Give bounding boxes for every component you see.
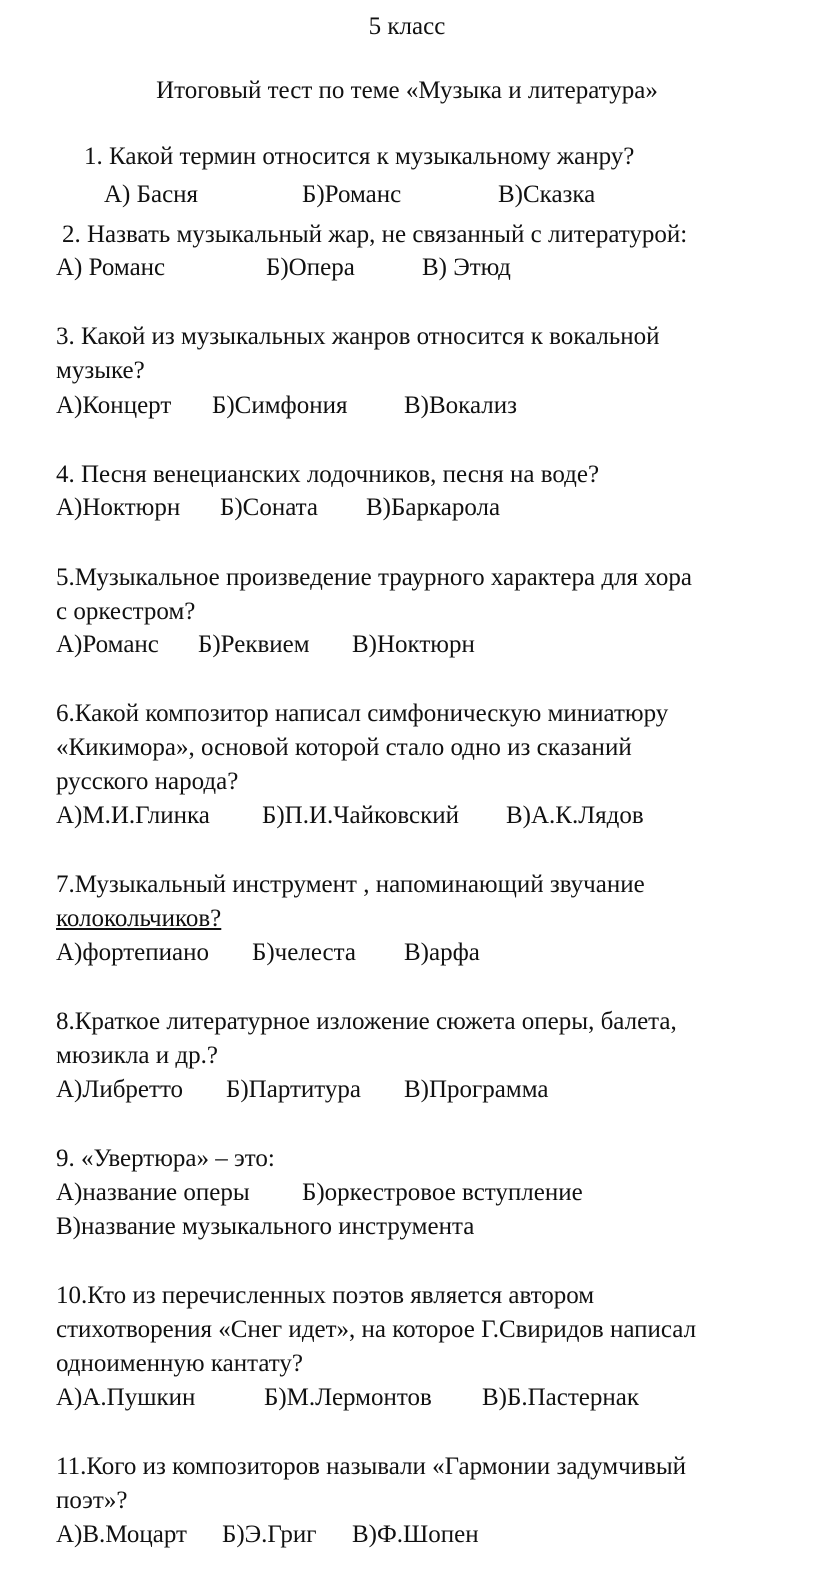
grade-label: 5 класс bbox=[368, 13, 446, 40]
question-text: 11.Кого из композиторов называли «Гармонии задумчивый bbox=[56, 1453, 687, 1480]
question-text: музыке? bbox=[56, 357, 145, 384]
question-text: «Кикимора», основой которой стало одно из сказаний bbox=[56, 734, 632, 761]
question-text: 7.Музыкальный инструмент , напоминающий звучание bbox=[56, 871, 645, 898]
option-b: Б)челеста bbox=[252, 939, 356, 966]
option-c: В)Сказка bbox=[498, 181, 596, 208]
option-a: А)название оперы bbox=[56, 1179, 250, 1206]
question-text: 4. Песня венецианских лодочников, песня на воде? bbox=[56, 461, 600, 488]
option-b: Б)оркестровое вступление bbox=[302, 1179, 583, 1206]
option-a: А) Романс bbox=[56, 254, 166, 281]
option-a: А)фортепиано bbox=[56, 939, 210, 966]
question-text: одноименную кантату? bbox=[56, 1350, 303, 1377]
option-c: В)арфа bbox=[404, 939, 480, 966]
option-a: А)М.И.Глинка bbox=[56, 802, 210, 829]
option-a: А)Либретто bbox=[56, 1076, 184, 1103]
option-c: В)Ноктюрн bbox=[352, 631, 475, 658]
question-text: мюзикла и др.? bbox=[56, 1042, 218, 1069]
option-a: А)А.Пушкин bbox=[56, 1384, 196, 1411]
option-a: А)Ноктюрн bbox=[56, 494, 181, 521]
question-text: 9. «Увертюра» – это: bbox=[56, 1145, 275, 1172]
option-b: Б)Романс bbox=[302, 181, 402, 208]
option-a: А) Басня bbox=[104, 181, 199, 208]
question-text: 1. Какой термин относится к музыкальному жанру? bbox=[84, 143, 635, 170]
option-c: В) Этюд bbox=[422, 254, 511, 281]
option-c: В)Вокализ bbox=[404, 392, 517, 419]
question-text: поэт»? bbox=[56, 1487, 128, 1514]
question-text: колокольчиков? bbox=[56, 905, 222, 932]
option-b: Б)Симфония bbox=[212, 392, 348, 419]
question-text: 10.Кто из перечисленных поэтов является автором bbox=[56, 1282, 595, 1309]
option-b: Б)Партитура bbox=[226, 1076, 361, 1103]
option-c: В)А.К.Лядов bbox=[506, 802, 644, 829]
option-b: Б)Э.Григ bbox=[222, 1521, 317, 1548]
option-a: А)Концерт bbox=[56, 392, 172, 419]
question-text: 5.Музыкальное произведение траурного характера для хора bbox=[56, 564, 692, 591]
option-b: Б)Опера bbox=[266, 254, 355, 281]
option-a: А)В.Моцарт bbox=[56, 1521, 187, 1548]
question-text: 8.Краткое литературное изложение сюжета оперы, балета, bbox=[56, 1008, 677, 1035]
option-a: А)Романс bbox=[56, 631, 159, 658]
option-b: Б)П.И.Чайковский bbox=[262, 802, 460, 829]
question-text: 6.Какой композитор написал симфоническую миниатюру bbox=[56, 700, 669, 727]
question-text: 3. Какой из музыкальных жанров относится к вокальной bbox=[56, 323, 660, 350]
option-b: Б)М.Лермонтов bbox=[264, 1384, 432, 1411]
option-c: В)название музыкального инструмента bbox=[56, 1213, 475, 1240]
option-b: Б)Соната bbox=[220, 494, 319, 521]
question-text: с оркестром? bbox=[56, 598, 196, 625]
question-text: русского народа? bbox=[56, 768, 239, 795]
option-c: В)Программа bbox=[404, 1076, 549, 1103]
question-text: 2. Назвать музыкальный жар, не связанный с литературой: bbox=[62, 221, 688, 248]
option-b: Б)Реквием bbox=[198, 631, 310, 658]
option-c: В)Баркарола bbox=[366, 494, 501, 521]
option-c: В)Ф.Шопен bbox=[352, 1521, 479, 1548]
question-text: стихотворения «Снег идет», на которое Г.Свиридов написал bbox=[56, 1316, 697, 1343]
option-c: В)Б.Пастернак bbox=[482, 1384, 639, 1411]
page-title: Итоговый тест по теме «Музыка и литература» bbox=[156, 77, 658, 104]
